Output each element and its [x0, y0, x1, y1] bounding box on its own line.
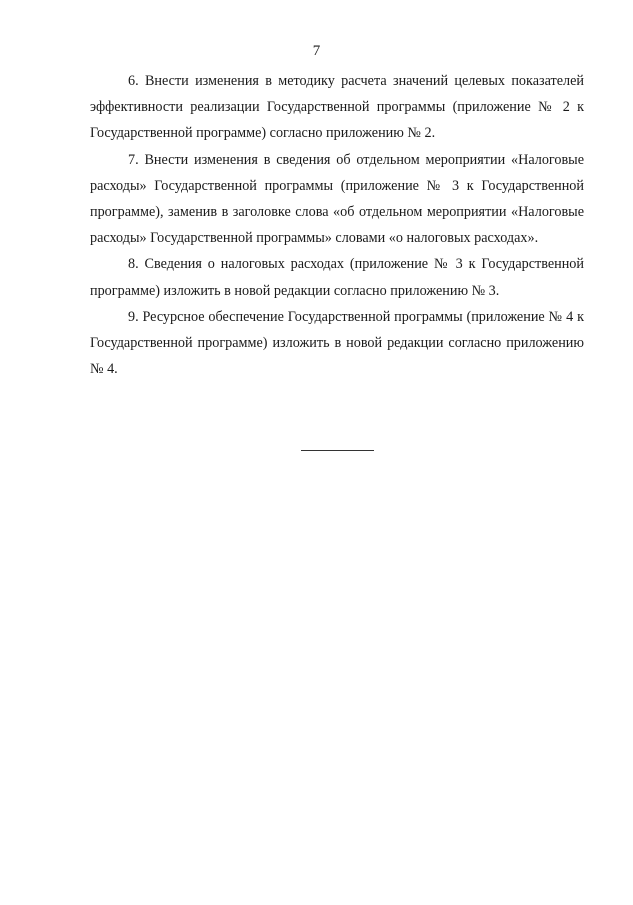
end-separator-line	[301, 450, 374, 451]
paragraph-item-7: 7. Внести изменения в сведения об отдельном мероприятии «Налоговые расходы» Государственной программы (приложение № 3 к Государственной программе), заменив в заголовке слова «об отдельном мероприятии «Налоговые расходы» Государственной программы» словами «о налоговых расходах».	[90, 151, 584, 247]
page-number: 7	[312, 43, 321, 59]
document-body	[90, 68, 584, 382]
paragraph-item-6: 6. Внести изменения в методику расчета значений целевых показателей эффективности реализации Государственной программы (приложение № 2 к Государственной программе) согласно приложению № 2.	[90, 73, 584, 142]
paragraph-item-8: 8. Сведения о налоговых расходах (приложение № 3 к Государственной программе) изложить в новой редакции согласно приложению № 3.	[90, 256, 584, 299]
paragraph-item-9: 9. Ресурсное обеспечение Государственной программы (приложение № 4 к Государственной программе) изложить в новой редакции согласно приложению № 4.	[90, 308, 584, 378]
